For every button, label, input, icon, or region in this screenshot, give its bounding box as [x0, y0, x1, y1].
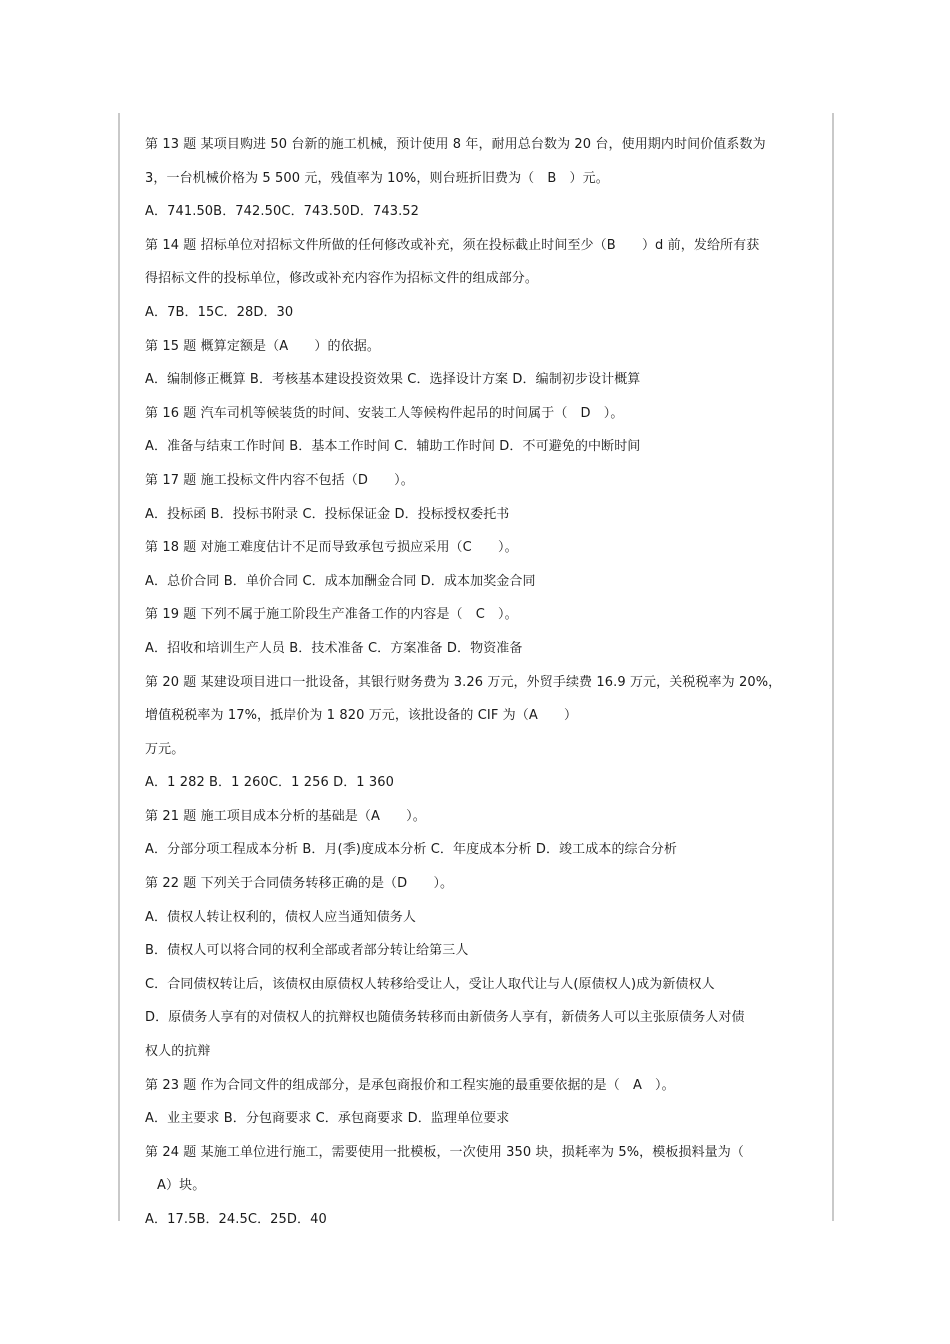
text-line: C．合同债权转让后，该债权由原债权人转移给受让人，受让人取代让与人(原债权人)成为新债权人	[145, 976, 715, 992]
text-line: A．债权人转让权利的，债权人应当通知债务人	[145, 909, 416, 925]
text-line: 第 13 题 某项目购进 50 台新的施工机械，预计使用 8 年，耐用总台数为 20 台，使用期内时间价值系数为	[145, 137, 766, 152]
text-line: 万元。	[145, 741, 185, 757]
text-line: 第 22 题 下列关于合同债务转移正确的是（D ）。	[145, 876, 454, 892]
text-line: 第 15 题 概算定额是（A ）的依据。	[145, 338, 380, 354]
text-line: A．741.50B．742.50C．743.50D．743.52	[145, 204, 420, 220]
text-line: 第 23 题 作为合同文件的组成部分，是承包商报价和工程实施的最重要依据的是（ A ）。	[145, 1077, 675, 1093]
text-line: A．17.5B．24.5C．25D．40	[145, 1212, 327, 1227]
text-line: 第 18 题 对施工难度估计不足而导致承包亏损应采用（C ）。	[145, 540, 518, 556]
text-line: A．总价合同 B．单价合同 C．成本加酬金合同 D．成本加奖金合同	[145, 573, 536, 589]
text-line: A．投标函 B．投标书附录 C．投标保证金 D．投标授权委托书	[145, 506, 510, 522]
text-line: 得招标文件的投标单位，修改或补充内容作为招标文件的组成部分。	[145, 271, 539, 287]
text-line: A．业主要求 B．分包商要求 C．承包商要求 D．监理单位要求	[145, 1111, 510, 1127]
text-line: 第 19 题 下列不属于施工阶段生产准备工作的内容是（ C ）。	[145, 607, 518, 623]
text-line: 第 14 题 招标单位对招标文件所做的任何修改或补充，须在投标截止时间至少（B ）d 前，发给所有获	[145, 237, 760, 253]
text-line: 第 16 题 汽车司机等候装货的时间、安装工人等候构件起吊的时间属于（ D ）。	[145, 405, 624, 421]
text-line: A．招收和培训生产人员 B．技术准备 C．方案准备 D．物资准备	[145, 640, 523, 656]
text-line: A．分部分项工程成本分析 B．月(季)度成本分析 C．年度成本分析 D．竣工成本的综合分析	[145, 842, 677, 858]
document-body	[145, 128, 813, 1237]
text-line: 第 21 题 施工项目成本分析的基础是（A ）。	[145, 808, 426, 824]
text-line: B．债权人可以将合同的权利全部或者部分转让给第三人	[145, 943, 469, 959]
right-margin-rule	[832, 113, 834, 1221]
text-line: A．7B．15C．28D．30	[145, 304, 294, 320]
text-line: A．编制修正概算 B．考核基本建设投资效果 C．选择设计方案 D．编制初步设计概算	[145, 372, 641, 388]
text-line: 第 20 题 某建设项目进口一批设备，其银行财务费为 3.26 万元，外贸手续费 16.9 万元，关税税率为 20%，	[145, 674, 782, 690]
text-line: 第 17 题 施工投标文件内容不包括（D ）。	[145, 472, 414, 488]
text-line: A．准备与结束工作时间 B．基本工作时间 C．辅助工作时间 D．不可避免的中断时间	[145, 439, 641, 455]
text-line: A）块。	[157, 1178, 206, 1194]
text-line: 权人的抗辩	[145, 1044, 211, 1060]
text-line: 3，一台机械价格为 5 500 元，残值率为 10%，则台班折旧费为（ B ）元。	[145, 170, 609, 186]
text-line: 增值税税率为 17%，抵岸价为 1 820 万元，该批设备的 CIF 为（A ）	[145, 708, 578, 724]
text-line: A．1 282 B．1 260C．1 256 D．1 360	[145, 775, 395, 791]
text-line: 第 24 题 某施工单位进行施工，需要使用一批模板，一次使用 350 块，损耗率为 5%，模板损料量为（	[145, 1144, 744, 1160]
left-margin-rule	[118, 113, 120, 1221]
text-line: D．原债务人享有的对债权人的抗辩权也随债务转移而由新债务人享有，新债务人可以主张原债务人对债	[145, 1010, 745, 1026]
